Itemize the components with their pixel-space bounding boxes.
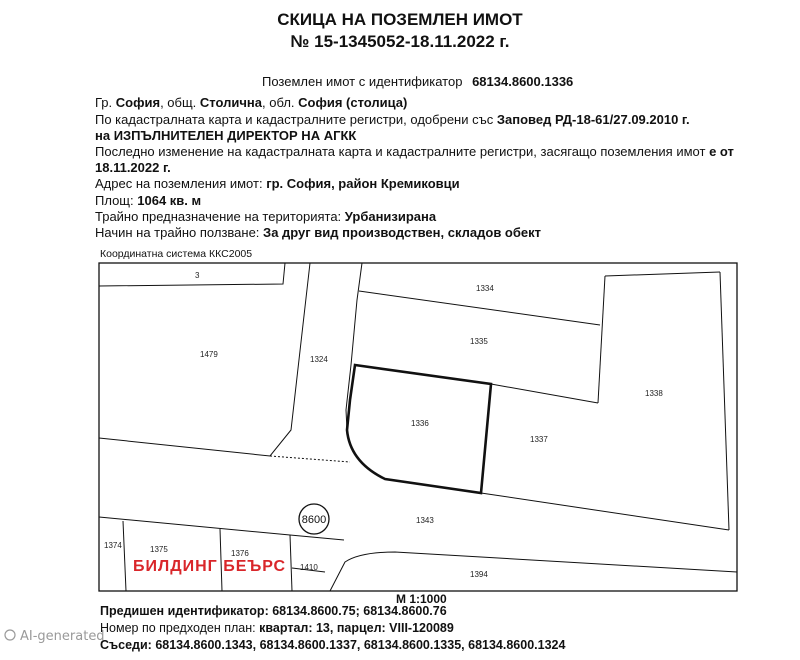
identifier-value: 68134.8600.1336 [472,74,574,89]
municipality-value: Столична [199,95,262,110]
parcel-label-1410: 1410 [300,563,318,572]
previous-identifier-value: 68134.8600.75; 68134.8600.76 [272,604,447,618]
parcel-label-3: 3 [195,271,200,280]
previous-identifier-line [100,604,447,618]
parcel-label-1394: 1394 [470,570,488,579]
parcel-1337-bottom [481,493,729,530]
document-title: СКИЦА НА ПОЗЕМЛЕН ИМОТ [277,10,523,29]
plan-scale: М 1:1000 [396,592,447,606]
document-number: № 15-1345052-18.11.2022 г. [290,32,510,51]
agency-stamp: БИЛДИНГ БЕЪРС [133,558,287,575]
parcel-label-1337: 1337 [530,435,548,444]
neighbors-value: 68134.8600.1343, 68134.8600.1337, 68134.8600.1335, 68134.8600.1324 [155,638,566,652]
last-change-text: Последно изменение на кадастралната карта и кадастралните регистри, засягащо поземления имот [95,144,706,159]
address-label: Адрес на поземления имот: [95,176,263,191]
approval-authority: на ИЗПЪЛНИТЕЛЕН ДИРЕКТОР НА АГКК [95,128,357,143]
area-value: 1064 кв. м [137,193,202,208]
approval-order: Заповед РД-18-61/27.09.2010 г. [496,112,690,127]
identifier-label: Поземлен имот с идентификатор [262,74,463,89]
parcel-label-1376: 1376 [231,549,249,558]
address-value: гр. София, район Кремиковци [266,176,460,191]
previous-identifier-label: Предишен идентификатор: [100,604,269,618]
region-value: София (столица) [298,95,408,110]
town-value: София [115,95,161,110]
parcel-label-1338: 1338 [645,389,663,398]
last-change-date: 18.11.2022 г. [95,160,171,175]
neighbors-label: Съседи: [100,638,152,652]
watermark [5,629,105,644]
coordinate-system: Координатна система ККС2005 [100,248,253,260]
previous-plan-line [100,621,454,635]
approval-text: По кадастралната карта и кадастралните регистри, одобрени със [95,112,494,127]
parcel-1479-boundary [99,263,310,456]
parcel-1338-right [720,272,729,530]
parcel-1338-top [605,272,720,276]
usage-label: Начин на трайно ползване: [95,225,260,240]
purpose-label: Трайно предназначение на територията: [95,209,342,224]
parcel-1338-left-boundary [598,276,605,403]
neighbors-line [100,638,565,652]
watermark-icon [5,630,15,640]
parcel-label-1335: 1335 [470,337,488,346]
parcel-1334-bottom [359,291,600,325]
parcel-label-1343: 1343 [416,516,434,525]
parcel-label-1374: 1374 [104,541,122,550]
parcel-3-boundary [99,263,285,286]
parcel-1374-boundary [123,521,126,591]
parcel-label-1334: 1334 [476,284,494,293]
usage-value: За друг вид производствен, складов обект [263,225,541,240]
previous-plan-label: Номер по предходен план: [100,621,256,635]
town-prefix: Гр. [95,95,113,110]
parcel-1376-boundary [290,535,292,591]
last-change-value-a: е от [709,144,734,159]
purpose-value: Урбанизирана [344,209,437,224]
parcel-label-1336: 1336 [411,419,429,428]
parcel-label-1375: 1375 [150,545,168,554]
parcel-label-1479: 1479 [200,350,218,359]
area-label: Площ: [95,193,134,208]
municipality-prefix: , общ. [160,95,197,110]
parcel-1335-bottom [491,384,598,403]
previous-plan-value: квартал: 13, парцел: VIII-120089 [259,621,454,635]
region-prefix: , обл. [262,95,295,110]
zone-label: 8600 [301,514,327,526]
watermark-text: AI-generated [20,629,105,644]
parcel-1394-boundary [330,552,737,591]
parcel-label-1324: 1324 [310,355,328,364]
road-dotted-line [270,456,350,462]
subject-parcel-1336 [347,365,491,493]
